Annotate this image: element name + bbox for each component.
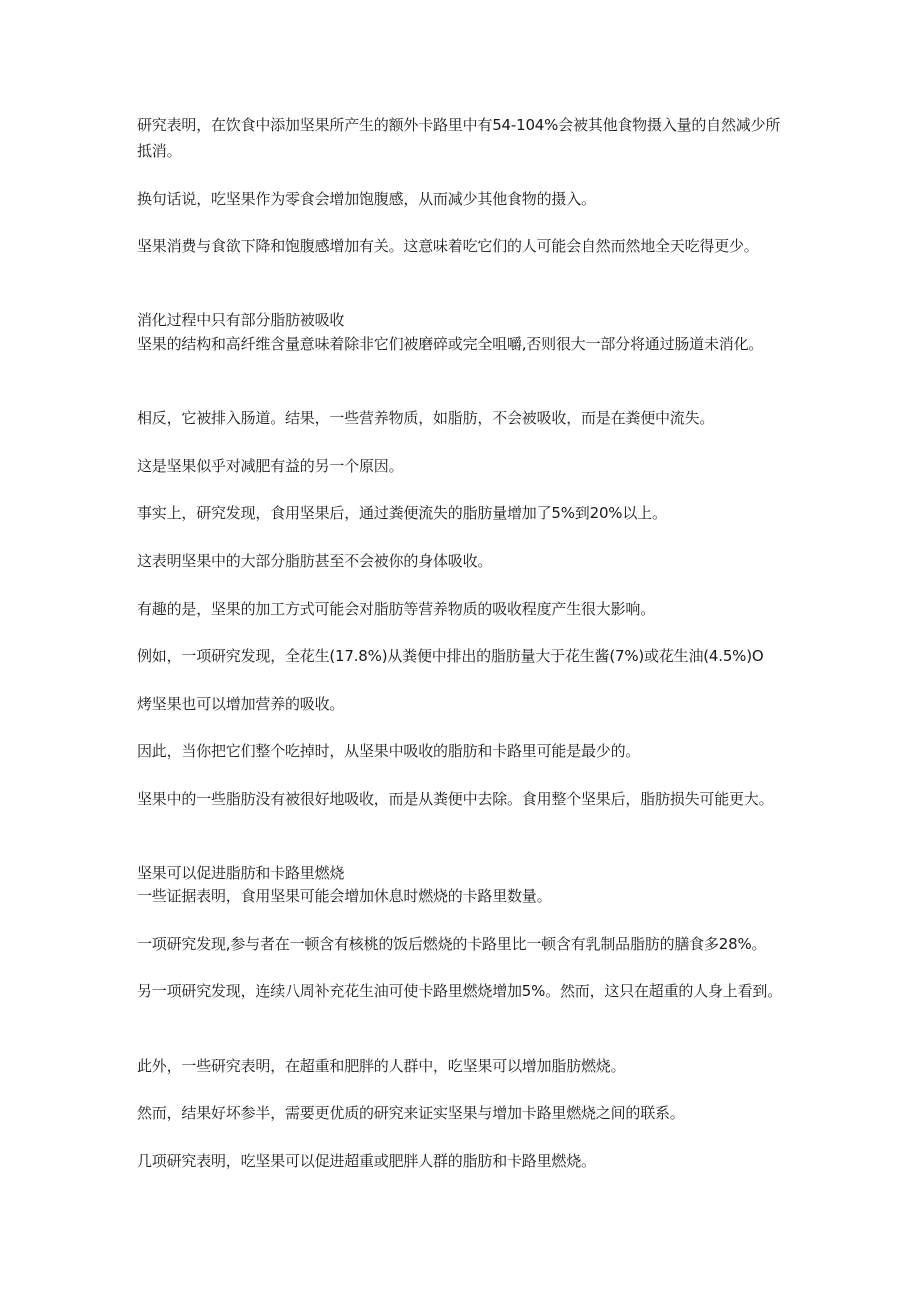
paragraph-8: 这表明坚果中的大部分脂肪甚至不会被你的身体吸收。 xyxy=(137,552,493,570)
paragraph-4: 坚果的结构和高纤维含量意味着除非它们被磨碎或完全咀嚼,否则很大一部分将通过肠道未消化。 xyxy=(137,335,764,353)
paragraph-2: 换句话说，吃坚果作为零食会增加饱腹感，从而减少其他食物的摄入。 xyxy=(137,190,596,208)
paragraph-10: 例如，一项研究发现，全花生(17.8%)从粪便中排出的脂肪量大于花生酱(7%)或花生油(4.5%)O xyxy=(137,647,764,665)
paragraph-7: 事实上，研究发现，食用坚果后，通过粪便流失的脂肪量增加了5%到20%以上。 xyxy=(137,504,667,522)
paragraph-3: 坚果消费与食欲下降和饱腹感增加有关。这意味着吃它们的人可能会自然而然地全天吃得更少。 xyxy=(137,237,759,255)
paragraph-5: 相反，它被排入肠道。结果，一些营养物质，如脂肪，不会被吸收，而是在粪便中流失。 xyxy=(137,409,715,427)
paragraph-15: 一项研究发现,参与者在一顿含有核桃的饭后燃烧的卡路里比一顿含有乳制品脂肪的膳食多28%。 xyxy=(137,935,767,953)
section-heading-digestion: 消化过程中只有部分脂肪被吸收 xyxy=(137,311,345,329)
paragraph-19: 几项研究表明，吃坚果可以促进超重或肥胖人群的脂肪和卡路里燃烧。 xyxy=(137,1152,596,1170)
paragraph-16: 另一项研究发现，连续八周补充花生油可使卡路里燃烧增加5%。然而，这只在超重的人身上看到。 xyxy=(137,982,783,1000)
paragraph-13: 坚果中的一些脂肪没有被很好地吸收，而是从粪便中去除。食用整个坚果后，脂肪损失可能更大。 xyxy=(137,790,774,808)
paragraph-17: 此外，一些研究表明，在超重和肥胖的人群中，吃坚果可以增加脂肪燃烧。 xyxy=(137,1057,626,1075)
paragraph-14: 一些证据表明，食用坚果可能会增加休息时燃烧的卡路里数量。 xyxy=(137,887,552,905)
paragraph-1: 研究表明，在饮食中添加坚果所产生的额外卡路里中有54-104%会被其他食物摄入量的自然减少所抵消。 xyxy=(137,116,781,160)
section-heading-burning: 坚果可以促进脂肪和卡路里燃烧 xyxy=(137,864,345,882)
paragraph-12: 因此，当你把它们整个吃掉时，从坚果中吸收的脂肪和卡路里可能是最少的。 xyxy=(137,742,641,760)
paragraph-6: 这是坚果似乎对减肥有益的另一个原因。 xyxy=(137,457,404,475)
paragraph-9: 有趣的是，坚果的加工方式可能会对脂肪等营养物质的吸收程度产生很大影响。 xyxy=(137,600,656,618)
paragraph-11: 烤坚果也可以增加营养的吸收。 xyxy=(137,695,345,713)
paragraph-18: 然而，结果好坏参半，需要更优质的研究来证实坚果与增加卡路里燃烧之间的联系。 xyxy=(137,1104,685,1122)
